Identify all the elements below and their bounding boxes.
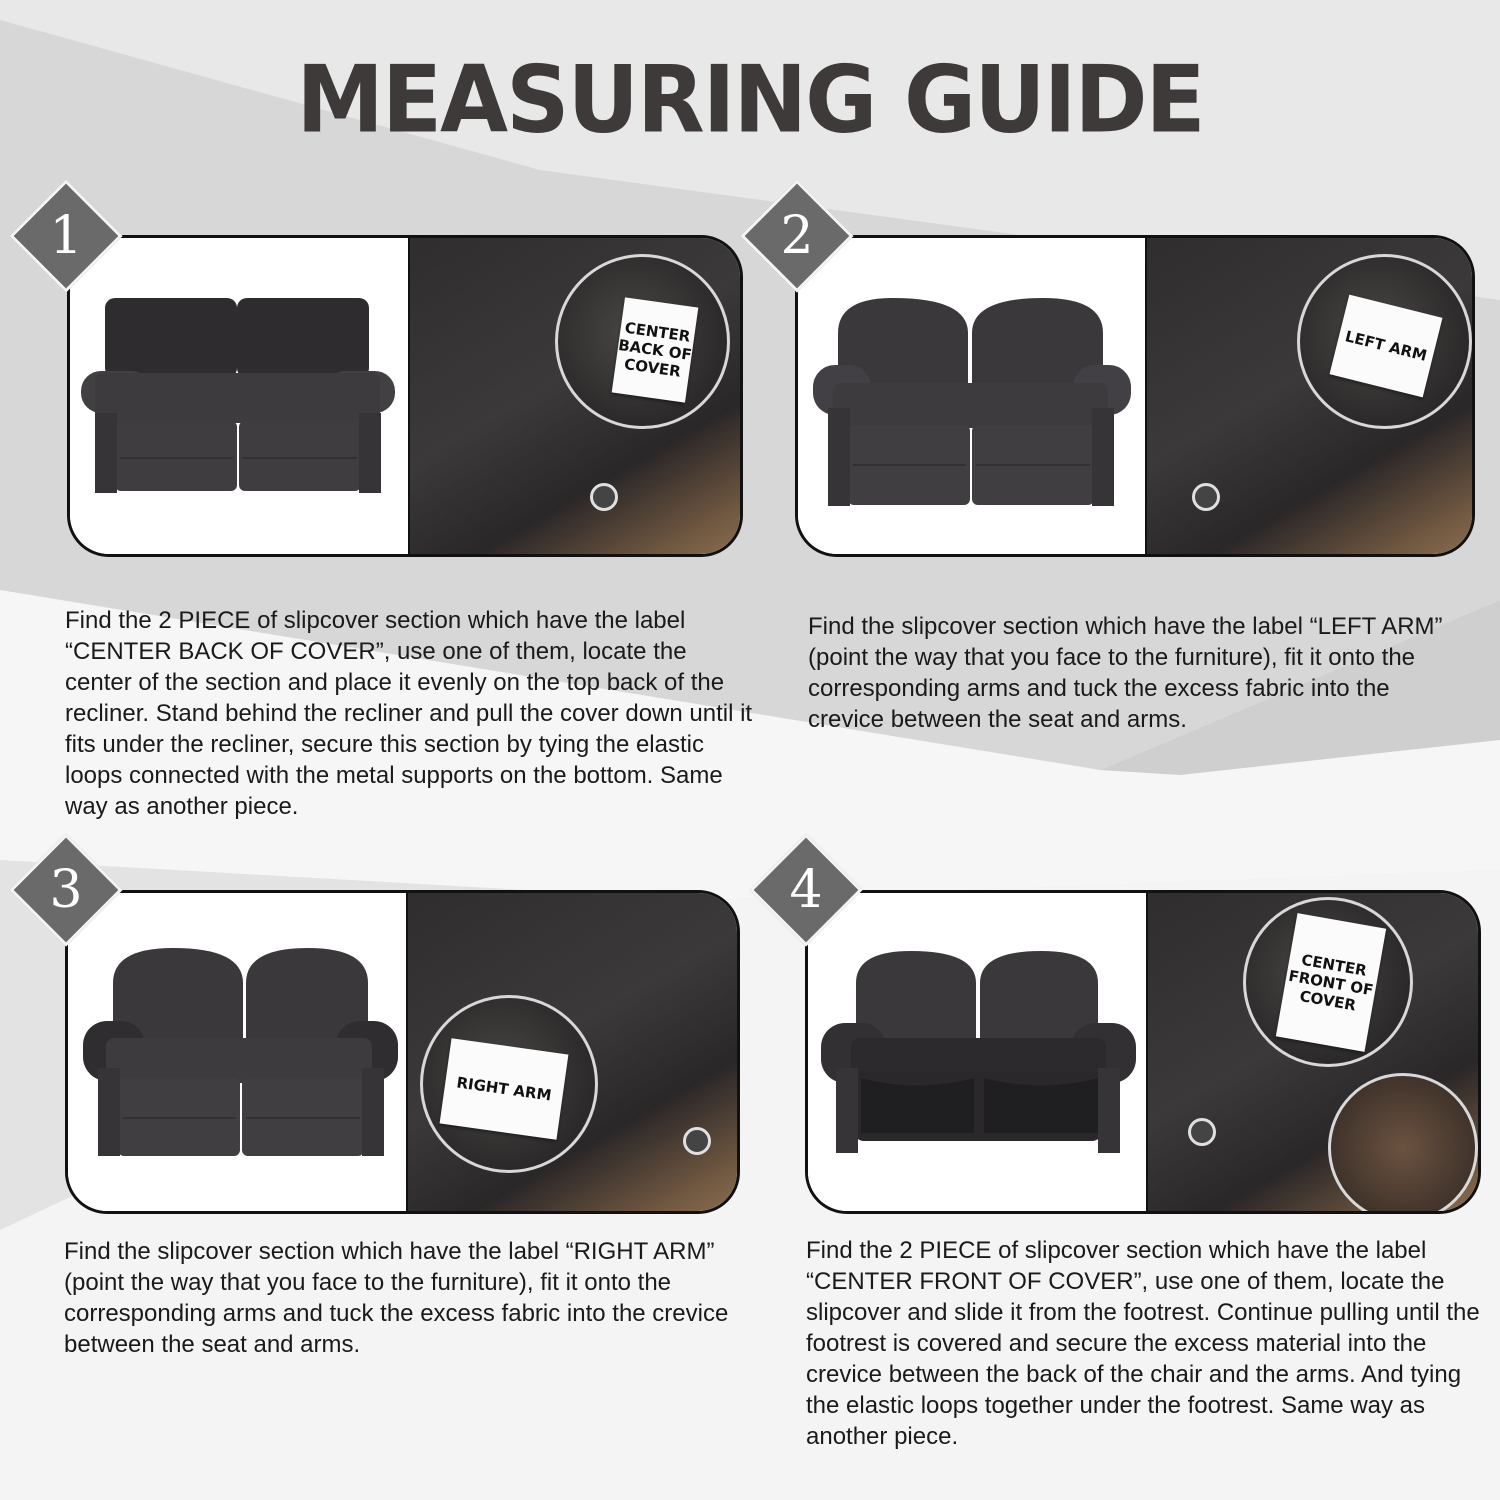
step-4-detail-photo: [1146, 893, 1478, 1211]
step-3-label-callout: [420, 995, 598, 1173]
step-1-number: 1: [49, 206, 83, 266]
step-4-tag: [1276, 913, 1386, 1052]
step-2-tag-label: LEFT ARM: [1343, 327, 1429, 365]
sofa-image: [816, 943, 1136, 1163]
step-1-description: Find the 2 PIECE of slipcover section which have the label “CENTER BACK OF COVER”, use one of them, locate the center of the section and place it evenly on the top back of the recliner. Stand behind the recliner and pull the cover down until it fits under the recliner, secure this section by tying the elastic loops connected with the metal supports on the bottom. Same way as another piece.: [65, 607, 753, 820]
sofa-image: [808, 293, 1133, 513]
step-4-loop-callout: [1328, 1073, 1478, 1214]
step-4-image-panel: [805, 890, 1481, 1214]
step-3-number: 3: [49, 860, 83, 920]
step-2-detail-photo: [1145, 238, 1472, 554]
step-2-tag: [1330, 295, 1443, 398]
metal-ring-icon: [683, 1127, 711, 1155]
step-1-image-panel: [67, 235, 743, 557]
step-1-tag: [612, 297, 699, 402]
step-1-detail-photo: [408, 238, 740, 554]
metal-ring-icon: [590, 483, 618, 511]
step-1-label-callout: [555, 254, 730, 429]
step-2-image-panel: [795, 235, 1475, 557]
metal-ring-icon: [1188, 1118, 1216, 1146]
step-2-label-callout: [1297, 254, 1472, 429]
step-1-tag-label: CENTER BACK OF COVER: [617, 318, 693, 381]
step-3-description: Find the slipcover section which have the label “RIGHT ARM” (point the way that you face to the furniture), fit it onto the corresponding arms and tuck the excess fabric into the crevice between the seat and arms.: [64, 1238, 729, 1358]
step-3-detail-photo: [406, 893, 737, 1211]
step-3-tag: [440, 1038, 569, 1140]
step-2-description: Find the slipcover section which have the label “LEFT ARM” (point the way that you face to the furniture), fit it onto the corresponding arms and tuck the excess fabric into the crevice between the seat and arms.: [808, 613, 1443, 733]
step-3-image-panel: [65, 890, 740, 1214]
metal-ring-icon: [1192, 483, 1220, 511]
step-4-description: Find the 2 PIECE of slipcover section which have the label “CENTER FRONT OF COVER”, use one of them, locate the slipcover and slide it from the footrest. Continue pulling until the footrest is covered and secure the excess material into the crevice between the back of the chair and the arms. And tying the elastic loops together under the footrest. Same way as another piece.: [806, 1237, 1480, 1450]
page-title: MEASURING GUIDE: [296, 45, 1204, 154]
step-4-label-callout: [1243, 897, 1413, 1067]
step-4-tag-label: CENTER FRONT OF COVER: [1287, 950, 1375, 1015]
step-4-number: 4: [789, 860, 823, 920]
sofa-image: [78, 943, 398, 1163]
sofa-image: [75, 293, 400, 503]
step-3-tag-label: RIGHT ARM: [455, 1073, 553, 1105]
step-2-number: 2: [780, 206, 814, 266]
